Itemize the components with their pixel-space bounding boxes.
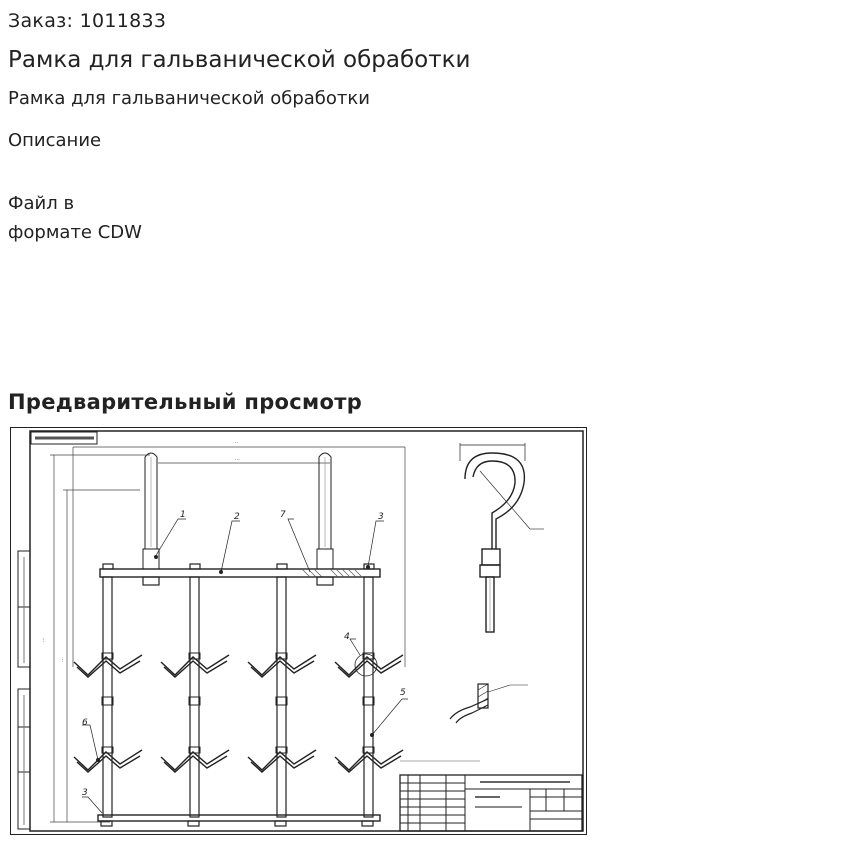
preview-heading: Предварительный просмотр: [8, 390, 363, 414]
svg-text:···: ···: [60, 657, 66, 662]
vertical-rods: [103, 577, 373, 817]
callout-4: 4: [344, 632, 350, 642]
detail-hook: [460, 443, 544, 632]
svg-text:···: ···: [235, 457, 240, 463]
callout-7: 7: [280, 510, 286, 520]
order-number: Заказ: 1011833: [8, 10, 167, 32]
file-format-line-2: формате CDW: [8, 222, 142, 243]
bottom-crossbar: [98, 815, 380, 821]
callout-2: 2: [234, 512, 240, 522]
drawing-preview-image: [10, 427, 587, 835]
description-heading: Описание: [8, 130, 102, 151]
callout-5: 5: [400, 688, 406, 698]
svg-text:···: ···: [41, 637, 47, 642]
top-crossbar: [100, 569, 380, 577]
title-block: [400, 775, 582, 831]
svg-text:··: ··: [235, 440, 239, 446]
frame-hooks: [143, 453, 333, 569]
detail-section: [450, 684, 528, 723]
drawing-inner-frame: [30, 431, 583, 831]
product-title: Рамка для гальванической обработки: [8, 47, 471, 73]
callout-3: 3: [378, 512, 384, 522]
file-format-line-1: Файл в: [8, 193, 75, 214]
product-subtitle: Рамка для гальванической обработки: [8, 88, 370, 109]
callout-3b: 3: [82, 788, 88, 798]
part-hooks: [74, 655, 403, 772]
callout-6: 6: [82, 718, 88, 728]
drawing-outer-frame: [11, 428, 587, 835]
callout-1: 1: [180, 510, 186, 520]
